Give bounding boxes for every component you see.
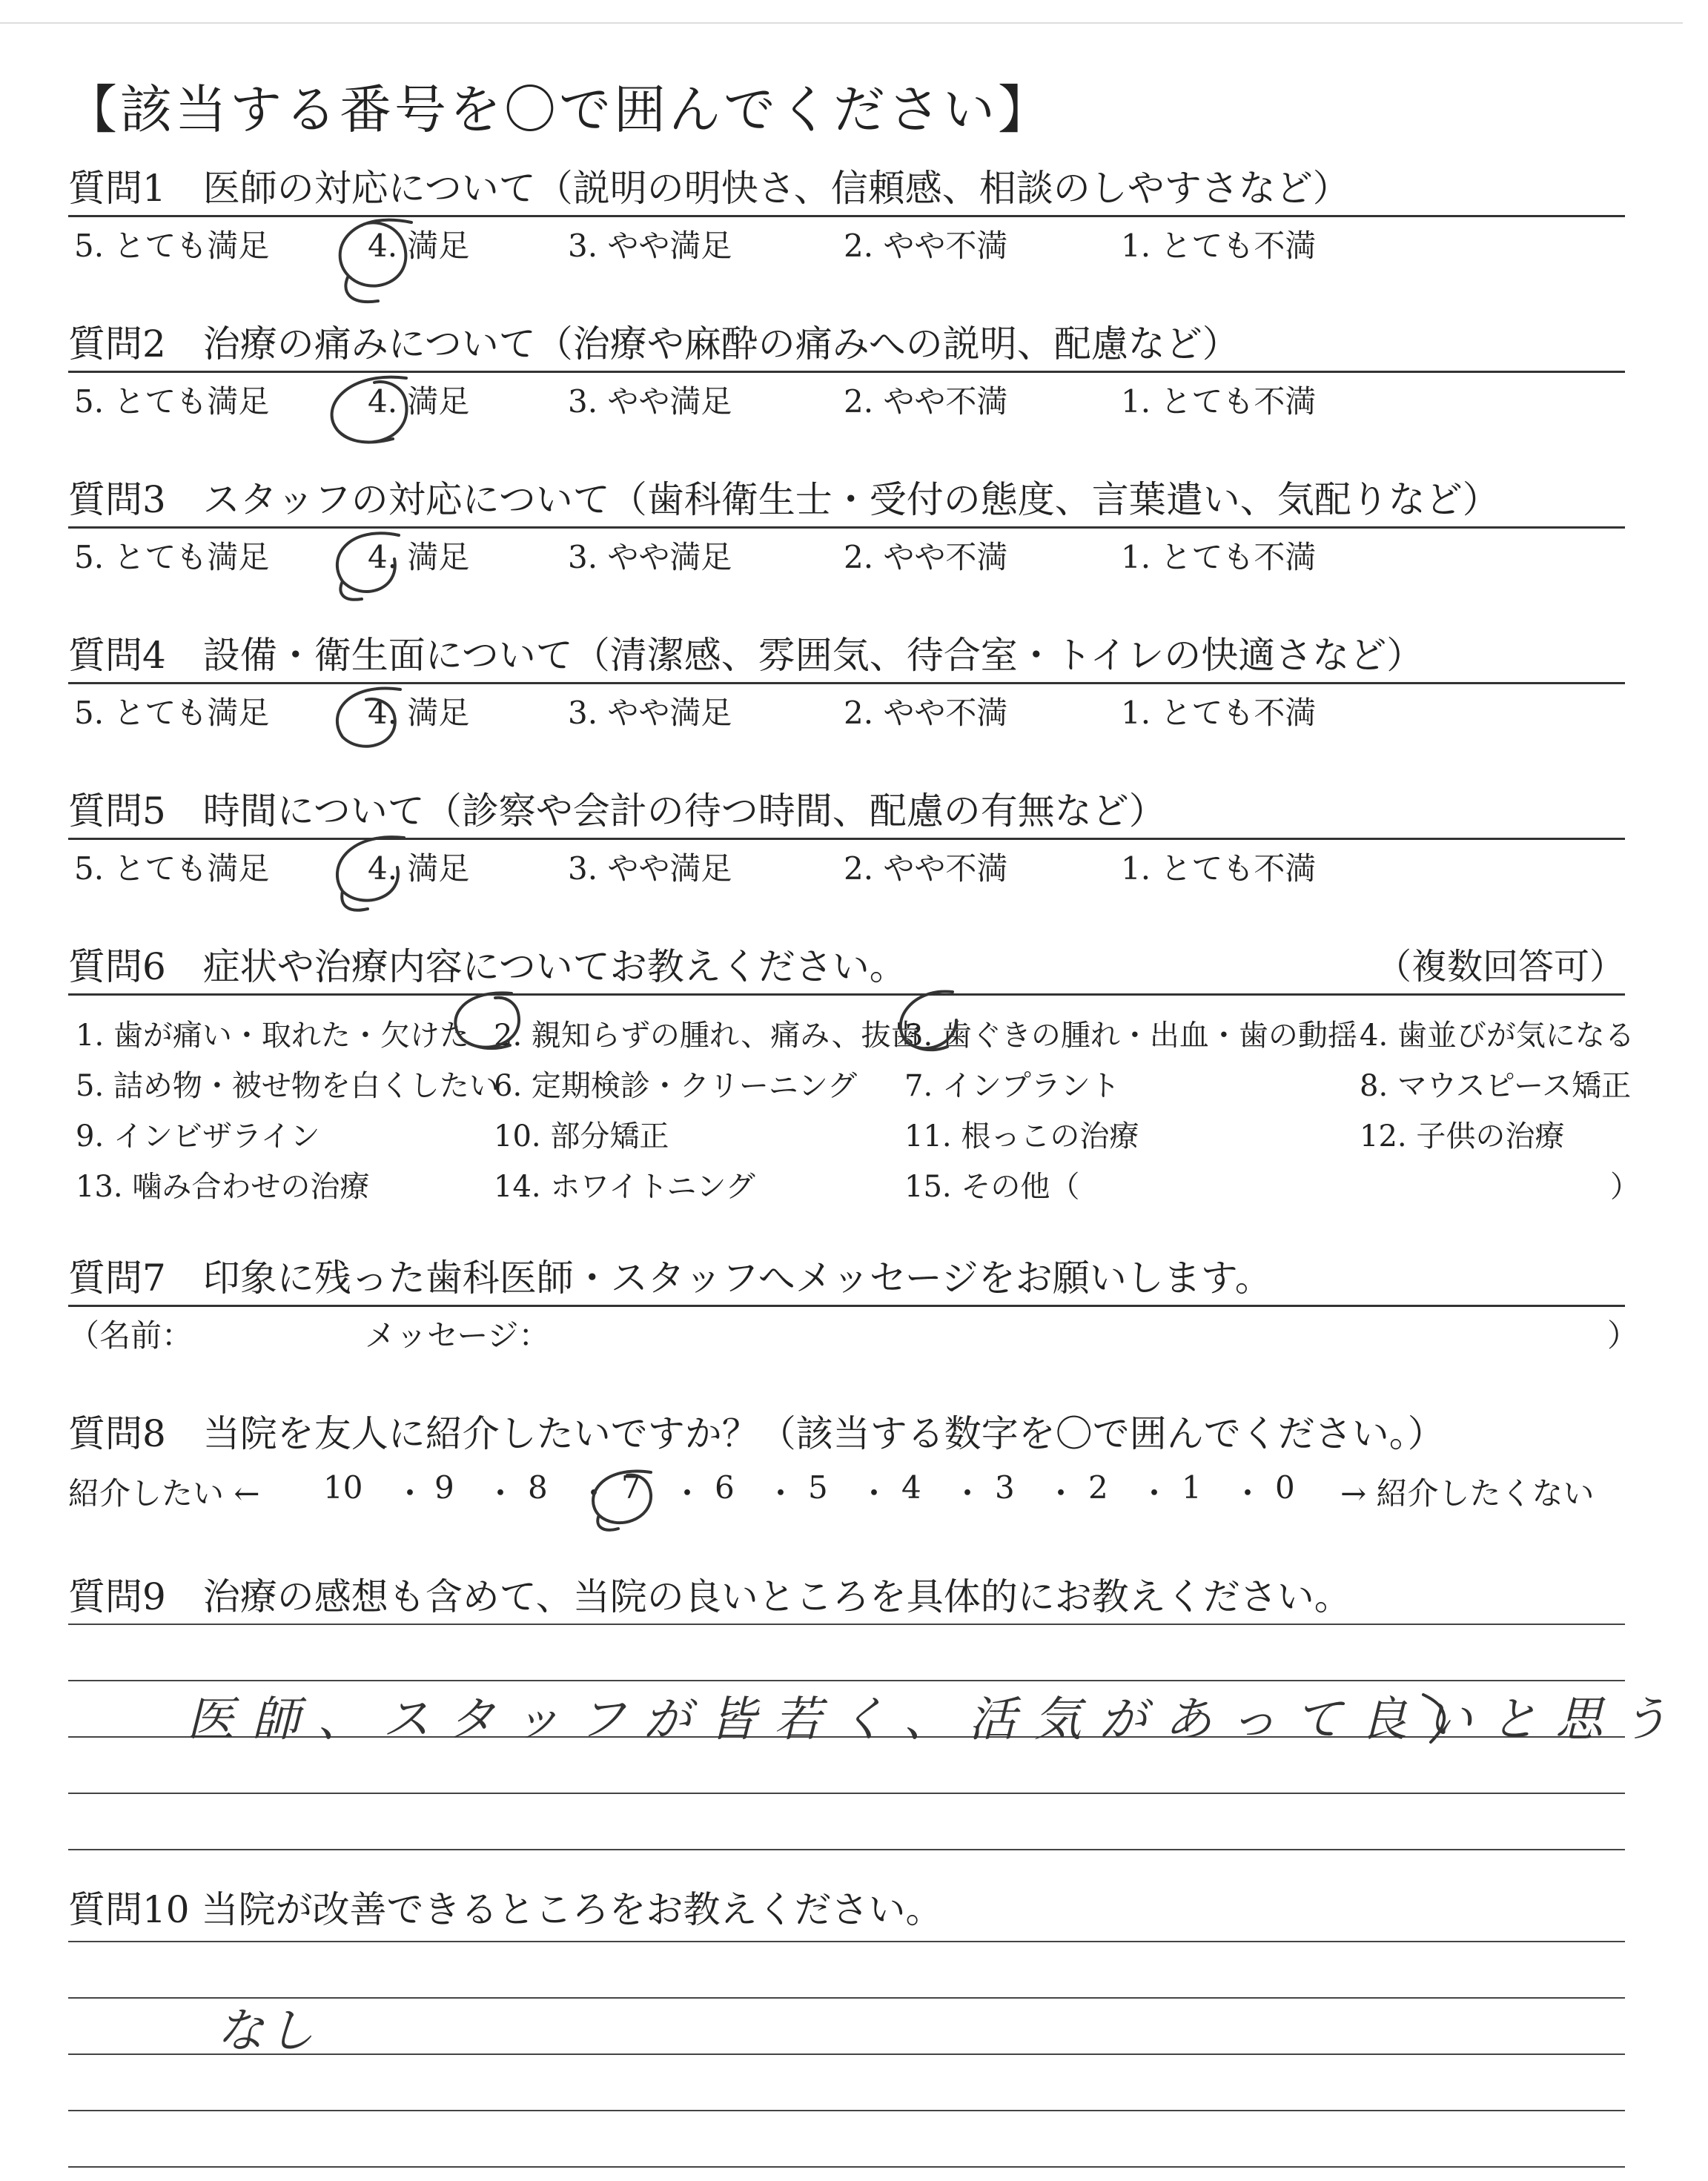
scale-dot: ・ bbox=[578, 1475, 610, 1512]
option-3[interactable]: 3. やや満足 bbox=[568, 383, 732, 420]
option-5[interactable]: 5. とても満足 bbox=[74, 539, 270, 575]
handwritten-answer[interactable]: なし bbox=[216, 2004, 317, 2059]
symptom-option[interactable]: 7. インプラント bbox=[904, 1069, 1120, 1103]
scale-value[interactable]: 6 bbox=[715, 1469, 735, 1506]
symptom-option[interactable]: 13. 噛み合わせの治療 bbox=[76, 1170, 370, 1204]
question-4 bbox=[68, 629, 1625, 732]
question-title: 質問10 当院が改善できるところをお教えください。 bbox=[68, 1888, 943, 1931]
scale-value[interactable]: 2 bbox=[1088, 1469, 1108, 1506]
scale-dot: ・ bbox=[1139, 1475, 1171, 1512]
option-2[interactable]: 2. やや不満 bbox=[844, 228, 1008, 264]
question-7 bbox=[68, 1251, 1639, 1354]
option-4[interactable]: 4. 満足 bbox=[368, 850, 470, 887]
option-2[interactable]: 2. やや不満 bbox=[844, 850, 1008, 887]
question-2 bbox=[68, 317, 1625, 420]
scale-dot: ・ bbox=[1232, 1475, 1264, 1512]
symptom-option[interactable]: 12. 子供の治療 bbox=[1360, 1119, 1565, 1154]
handwritten-answer[interactable]: 医師、スタッフが皆若く、活気があって良いと思う bbox=[187, 1692, 1687, 1747]
rating-options bbox=[68, 840, 1625, 887]
scale-dot: ・ bbox=[858, 1475, 890, 1512]
rating-options bbox=[68, 684, 1625, 732]
question-title: 質問5 時間について（診察や会計の待つ時間、配慮の有無など） bbox=[68, 790, 1166, 833]
symptom-option[interactable]: 6. 定期検診・クリーニング bbox=[494, 1069, 858, 1103]
option-3[interactable]: 3. やや満足 bbox=[568, 850, 732, 887]
symptom-option[interactable]: 11. 根っこの治療 bbox=[904, 1119, 1139, 1154]
question-10 bbox=[68, 1883, 1625, 2181]
scale-value[interactable]: 7 bbox=[621, 1469, 641, 1506]
option-2[interactable]: 2. やや不満 bbox=[844, 695, 1008, 731]
option-3[interactable]: 3. やや満足 bbox=[568, 228, 732, 264]
option-4[interactable]: 4. 満足 bbox=[368, 383, 470, 420]
sheet-title: 【該当する番号を〇で囲んでください】 bbox=[65, 79, 1053, 140]
question-1 bbox=[68, 162, 1625, 265]
rating-options bbox=[68, 217, 1625, 265]
message-row bbox=[68, 1307, 1639, 1354]
option-5[interactable]: 5. とても満足 bbox=[74, 228, 270, 264]
option-4[interactable]: 4. 満足 bbox=[368, 228, 470, 264]
symptom-options bbox=[68, 996, 1640, 1207]
scale-dot: ・ bbox=[1045, 1475, 1077, 1512]
scale-right-label: → 紹介したくない bbox=[1340, 1475, 1595, 1512]
question-6 bbox=[68, 940, 1640, 1207]
scale-value[interactable]: 5 bbox=[808, 1469, 828, 1506]
scale-value[interactable]: 1 bbox=[1182, 1469, 1202, 1506]
question-title: 質問4 設備・衛生面について（清潔感、雰囲気、待合室・トイレの快適さなど） bbox=[68, 634, 1424, 677]
scale-dot: ・ bbox=[952, 1475, 984, 1512]
question-5 bbox=[68, 784, 1625, 887]
option-2[interactable]: 2. やや不満 bbox=[844, 383, 1008, 420]
option-3[interactable]: 3. やや満足 bbox=[568, 539, 732, 575]
scale-left-label: 紹介したい ← bbox=[68, 1475, 260, 1512]
option-4[interactable]: 4. 満足 bbox=[368, 539, 470, 575]
scale-dot: ・ bbox=[394, 1475, 426, 1512]
option-1[interactable]: 1. とても不満 bbox=[1121, 695, 1317, 731]
writing-line bbox=[68, 1941, 1625, 1942]
option-1[interactable]: 1. とても不満 bbox=[1121, 383, 1317, 420]
symptom-option[interactable]: 9. インビザライン bbox=[76, 1119, 320, 1154]
writing-line bbox=[68, 1624, 1625, 1625]
writing-line bbox=[68, 1849, 1625, 1850]
symptom-option[interactable]: 14. ホワイトニング bbox=[494, 1170, 755, 1204]
scale-dot: ・ bbox=[765, 1475, 797, 1512]
scale-value[interactable]: 9 bbox=[434, 1469, 454, 1506]
scale-value[interactable]: 8 bbox=[528, 1469, 548, 1506]
symptom-option[interactable]: 8. マウスピース矯正 bbox=[1360, 1069, 1632, 1103]
option-5[interactable]: 5. とても満足 bbox=[74, 850, 270, 887]
option-3[interactable]: 3. やや満足 bbox=[568, 695, 732, 731]
option-5[interactable]: 5. とても満足 bbox=[74, 695, 270, 731]
option-1[interactable]: 1. とても不満 bbox=[1121, 850, 1317, 887]
symptom-option-other[interactable]: 15. その他（ bbox=[904, 1170, 1080, 1204]
scale-value[interactable]: 4 bbox=[901, 1469, 921, 1506]
option-4[interactable]: 4. 満足 bbox=[368, 695, 470, 731]
message-label: メッセージ： bbox=[365, 1317, 550, 1354]
option-5[interactable]: 5. とても満足 bbox=[74, 383, 270, 420]
other-close-paren: ） bbox=[1610, 1170, 1640, 1204]
rating-options bbox=[68, 373, 1625, 420]
writing-line bbox=[68, 2166, 1625, 2168]
option-2[interactable]: 2. やや不満 bbox=[844, 539, 1008, 575]
symptom-option[interactable]: 5. 詰め物・被せ物を白くしたい bbox=[76, 1069, 499, 1103]
symptom-option[interactable]: 4. 歯並びが気になる bbox=[1360, 1019, 1635, 1053]
option-1[interactable]: 1. とても不満 bbox=[1121, 228, 1317, 264]
symptom-option[interactable]: 3. 歯ぐきの腫れ・出血・歯の動揺 bbox=[904, 1019, 1357, 1053]
question-title: 質問1 医師の対応について（説明の明快さ、信頼感、相談のしやすさなど） bbox=[68, 167, 1350, 210]
question-title: 質問2 治療の痛みについて（治療や麻酔の痛みへの説明、配慮など） bbox=[68, 322, 1239, 365]
question-title: 質問3 スタッフの対応について（歯科衛生士・受付の態度、言葉遣い、気配りなど） bbox=[68, 478, 1500, 521]
symptom-option[interactable]: 10. 部分矯正 bbox=[494, 1119, 669, 1154]
answer-lines bbox=[68, 1624, 1687, 1913]
name-label: （名前： bbox=[68, 1317, 193, 1354]
symptom-option[interactable]: 1. 歯が痛い・取れた・欠けた bbox=[76, 1019, 469, 1053]
writing-line bbox=[68, 1793, 1625, 1794]
message-close-paren: ） bbox=[1607, 1317, 1639, 1354]
symptom-option[interactable]: 2. 親知らずの腫れ、痛み、抜歯 bbox=[494, 1019, 921, 1053]
question-title: 質問7 印象に残った歯科医師・スタッフへメッセージをお願いします。 bbox=[68, 1257, 1272, 1300]
top-border bbox=[0, 22, 1683, 24]
question-title: 質問8 当院を友人に紹介したいですか？（該当する数字を〇で囲んでください。） bbox=[68, 1412, 1445, 1455]
scale-dot: ・ bbox=[485, 1475, 517, 1512]
scale-value[interactable]: 10 bbox=[323, 1469, 363, 1506]
scale-value[interactable]: 3 bbox=[995, 1469, 1015, 1506]
question-title: 質問6 症状や治療内容についてお教えください。 bbox=[68, 945, 907, 988]
recommend-scale bbox=[68, 1460, 1625, 1520]
answer-lines bbox=[68, 1936, 1625, 2181]
question-9 bbox=[68, 1570, 1687, 1913]
multi-answer-note: （複数回答可） bbox=[1375, 946, 1625, 987]
scale-value[interactable]: 0 bbox=[1275, 1469, 1295, 1506]
option-1[interactable]: 1. とても不満 bbox=[1121, 539, 1317, 575]
question-title: 質問9 治療の感想も含めて、当院の良いところを具体的にお教えください。 bbox=[68, 1575, 1351, 1618]
writing-line bbox=[68, 2110, 1625, 2111]
rating-options bbox=[68, 529, 1625, 576]
question-3 bbox=[68, 473, 1625, 576]
question-8 bbox=[68, 1407, 1625, 1520]
scale-dot: ・ bbox=[672, 1475, 704, 1512]
